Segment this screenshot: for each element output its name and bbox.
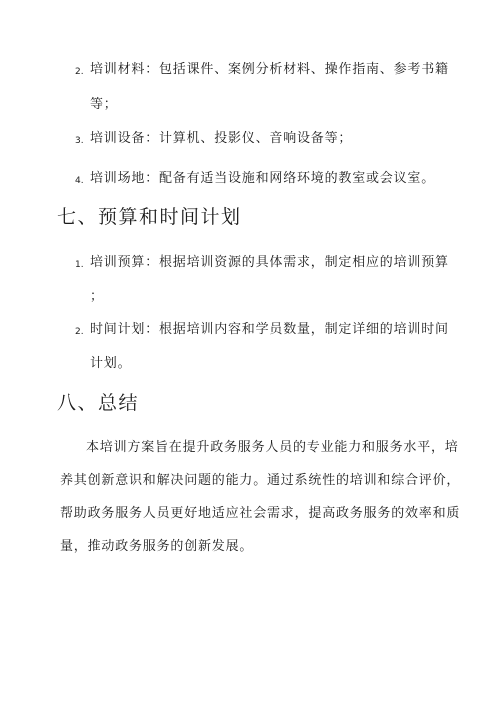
list-number: 2. <box>75 67 84 77</box>
list-text: 培训材料：包括课件、案例分析材料、操作指南、参考书籍 <box>90 62 449 77</box>
section-heading-budget: 七、预算和时间计划 <box>57 206 242 228</box>
list-text: 培训预算：根据培训资源的具体需求，制定相应的培训预算 <box>90 255 449 270</box>
section-heading-summary: 八、总结 <box>57 392 140 414</box>
list-number: 3. <box>75 136 84 146</box>
list-text: 时间计划：根据培训内容和学员数量，制定详细的培训时间 <box>90 322 449 337</box>
list-text-continuation: 计划。 <box>90 356 132 371</box>
list-text-continuation: ； <box>90 289 104 304</box>
summary-line: 养其创新意识和解决问题的能力。通过系统性的培训和综合评价， <box>60 473 461 488</box>
summary-line: 帮助政务服务人员更好地适应社会需求，提高政务服务的效率和质 <box>60 506 461 521</box>
list-text: 培训场地：配备有适当设施和网络环境的教室或会议室。 <box>90 171 436 186</box>
list-text-continuation: 等； <box>90 97 118 112</box>
list-number: 2. <box>75 327 84 337</box>
summary-line: 量，推动政务服务的创新发展。 <box>60 539 254 554</box>
list-number: 4. <box>75 176 84 186</box>
summary-line: 本培训方案旨在提升政务服务人员的专业能力和服务水平，培 <box>86 440 459 455</box>
list-number: 1. <box>75 260 84 270</box>
list-text: 培训设备：计算机、投影仪、音响设备等； <box>90 131 353 146</box>
